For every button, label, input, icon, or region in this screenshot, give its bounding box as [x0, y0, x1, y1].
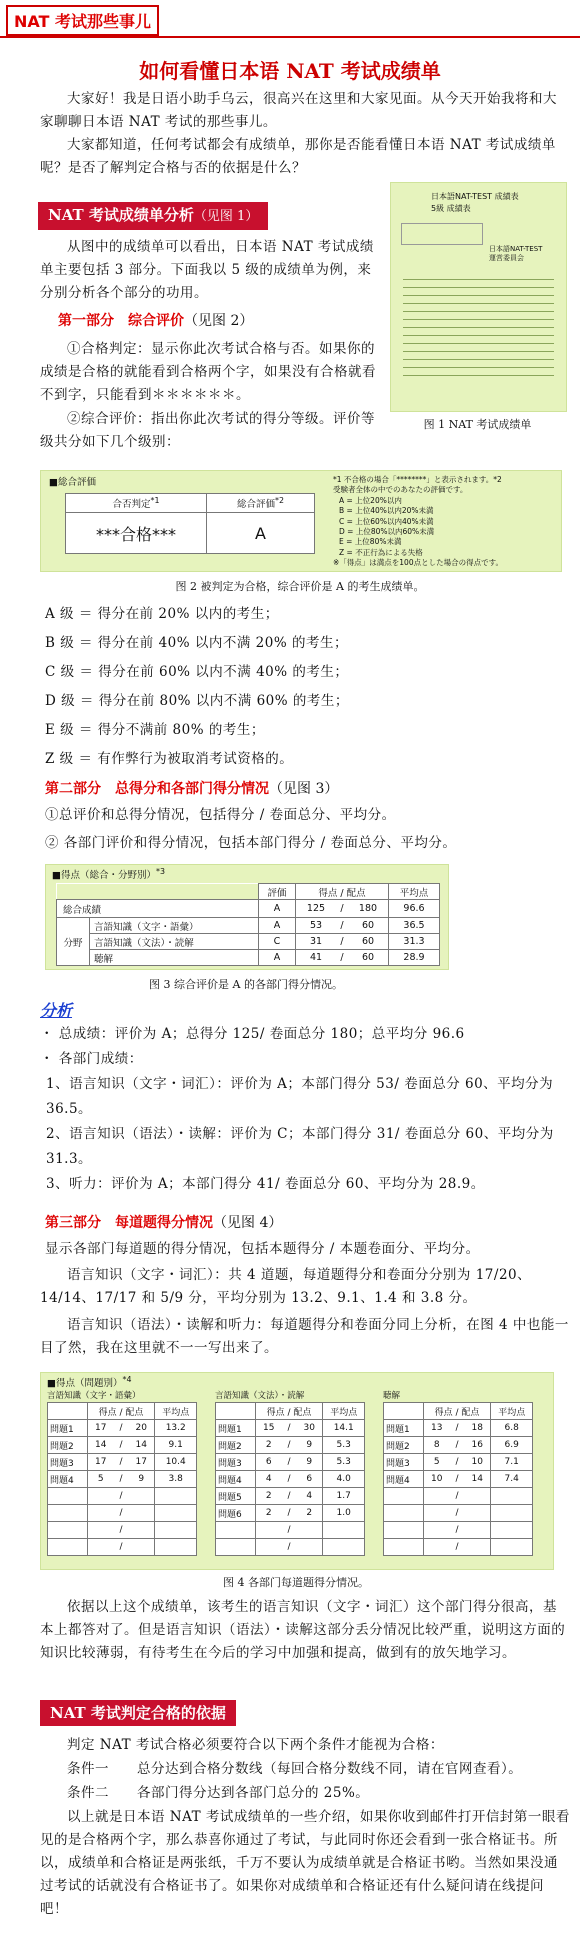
- question-score: /: [282, 1454, 296, 1471]
- part1-item-1: ①合格判定：显示你此次考试合格与否。如果你的成绩是合格的就能看到合格两个字，如果没有合格就看不到字，只能看到＊＊＊＊＊＊。: [40, 341, 376, 403]
- question-label: 問題4: [384, 1471, 424, 1488]
- part1-heading-ref: （见图 2）: [184, 313, 254, 329]
- figure-1-subheading: 5級 成績表: [431, 204, 471, 213]
- empty-cell: /: [450, 1488, 464, 1505]
- intro-paragraph-1: 大家好！我是日语小助手乌云，很高兴在这里和大家见面。从今天开始我将和大家聊聊日本语 NAT 考试的那些事儿。: [40, 91, 557, 130]
- empty-cell: [323, 1539, 365, 1556]
- figure-2-overall-evaluation: [40, 470, 562, 572]
- table-row: [384, 1420, 533, 1437]
- part3-heading-ref: （见图 4）: [213, 1215, 283, 1231]
- figure-2-col-result: 合否判定$^{*1}$: [66, 494, 207, 513]
- question-score: 20: [128, 1420, 155, 1437]
- question-score: /: [114, 1471, 128, 1488]
- figure-4-table: [215, 1402, 365, 1556]
- question-score: 14: [464, 1471, 491, 1488]
- figure-3-caption: 图 3 综合评价是 A 的各部门得分情况。: [149, 978, 343, 991]
- empty-cell: /: [450, 1505, 464, 1522]
- figure-2-table: [65, 493, 315, 554]
- grade-z: Z 级 ＝ 有作弊行为被取消考试资格的。: [45, 751, 294, 767]
- analysis-line: 1、语言知识（文字・词汇）：评价为 A；本部门得分 53/ 卷面总分 60、平均分为 36.5。: [46, 1076, 554, 1117]
- figure-3-header-grade: 評価: [259, 884, 296, 900]
- question-label: 問題3: [48, 1454, 88, 1471]
- part1-heading: [58, 310, 253, 330]
- part3-paragraph-2: 语言知识（文字・词汇）：共 4 道题，每道题得分和卷面分分别为 17/20、14/14、17/17 和 5/9 分，平均分别为 13.2、9.1、1.4 和 3.8 分。: [40, 1267, 532, 1306]
- figure-3-group-label: 分野: [57, 918, 90, 966]
- section2-paragraph-1: 判定 NAT 考试合格必须要符合以下两个条件才能视为合格：: [67, 1737, 444, 1753]
- part3-paragraph-4: 依据以上这个成绩单，该考生的语言知识（文字・词汇）这个部门得分很高，基本上都答对了。但是语言知识（语法）・读解这部分丢分情况比较严重，说明这方面的知识比较薄弱，有待考生在今后的学习中加强和提高，做到有的放矢地学习。: [40, 1599, 566, 1661]
- question-score: 9: [128, 1471, 155, 1488]
- question-score: 17: [128, 1454, 155, 1471]
- empty-cell: [255, 1539, 282, 1556]
- section-banner-analysis-ref: （见图 1）: [193, 209, 259, 224]
- empty-cell: [155, 1522, 197, 1539]
- figure-3-row-label: 言語知識（文字・語彙）: [90, 918, 259, 934]
- table-row: [48, 1505, 197, 1522]
- page-title: 如何看懂日本语 NAT 考试成绩单: [139, 59, 441, 83]
- figure-4-caption: 图 4 各部门每道题得分情况。: [223, 1576, 369, 1589]
- empty-cell: [128, 1488, 155, 1505]
- table-row: [216, 1522, 365, 1539]
- figure-3-total-label: 総合成績: [57, 900, 259, 918]
- question-score: /: [114, 1454, 128, 1471]
- analysis-list: [40, 1022, 565, 1197]
- figure-4-title: ■得点（問題別）$^{*4}$: [47, 1375, 132, 1390]
- empty-cell: [216, 1522, 256, 1539]
- figure-3-header-avg: 平均点: [389, 884, 440, 900]
- question-score: 30: [296, 1420, 323, 1437]
- question-score: 2: [296, 1505, 323, 1522]
- question-score: /: [114, 1420, 128, 1437]
- figure-3-total-score: 125: [296, 900, 337, 918]
- empty-cell: [491, 1505, 533, 1522]
- empty-cell: [128, 1539, 155, 1556]
- figure-2-grade: A: [207, 513, 315, 554]
- table-row: [384, 1471, 533, 1488]
- empty-cell: [296, 1539, 323, 1556]
- question-score: 2: [255, 1505, 282, 1522]
- analysis-heading: 分析: [40, 1001, 73, 1020]
- question-score: 4: [296, 1488, 323, 1505]
- empty-cell: [155, 1539, 197, 1556]
- question-label: 問題1: [216, 1420, 256, 1437]
- part2-heading-ref: （见图 3）: [269, 781, 339, 797]
- empty-cell: [491, 1488, 533, 1505]
- table-row: [48, 1471, 197, 1488]
- table-row: [48, 1539, 197, 1556]
- empty-cell: [491, 1522, 533, 1539]
- empty-cell: [296, 1522, 323, 1539]
- section2-condition-2: 条件二 各部门得分达到各部门总分的 25%。: [67, 1785, 370, 1801]
- figure-1-score-sheet: [390, 182, 567, 412]
- figure-3-total-avg: 96.6: [389, 900, 440, 918]
- empty-cell: [423, 1505, 450, 1522]
- empty-cell: [464, 1522, 491, 1539]
- question-label: 問題3: [384, 1454, 424, 1471]
- question-avg: 9.1: [155, 1437, 197, 1454]
- question-label: 問題2: [48, 1437, 88, 1454]
- part3-heading: [45, 1212, 282, 1232]
- part3-paragraph-3: 语言知识（语法）・读解和听力：每道题得分和卷面分同上分析，在图 4 中也能一目了然，我在这里就不一一写出来了。: [40, 1317, 569, 1356]
- table-row: [216, 1471, 365, 1488]
- empty-cell: [423, 1488, 450, 1505]
- question-score: /: [282, 1488, 296, 1505]
- empty-cell: /: [114, 1522, 128, 1539]
- question-avg: 5.3: [323, 1454, 365, 1471]
- question-avg: 3.8: [155, 1471, 197, 1488]
- figure-4-header-score: 得点 / 配点: [423, 1403, 491, 1420]
- figure-4-table: [383, 1402, 533, 1556]
- empty-cell: /: [282, 1522, 296, 1539]
- question-label: 問題5: [216, 1488, 256, 1505]
- grade-d: D 级 ＝ 得分在前 80% 以内不满 60% 的考生；: [45, 693, 349, 709]
- figure-4-header-score: 得点 / 配点: [87, 1403, 155, 1420]
- question-score: 5: [87, 1471, 114, 1488]
- figure-4-group: [383, 1389, 533, 1556]
- section-banner-pass-criteria: NAT 考试判定合格的依据: [40, 1700, 236, 1726]
- question-score: /: [282, 1437, 296, 1454]
- empty-cell: [464, 1505, 491, 1522]
- empty-cell: [464, 1488, 491, 1505]
- section-banner-analysis: [38, 202, 268, 230]
- question-score: 5: [423, 1454, 450, 1471]
- question-score: 9: [296, 1437, 323, 1454]
- question-label: 問題4: [48, 1471, 88, 1488]
- figure-1-box: [401, 223, 483, 245]
- question-score: 18: [464, 1420, 491, 1437]
- figure-2-col-grade: 総合評価$^{*2}$: [207, 494, 315, 513]
- question-label: 問題2: [384, 1437, 424, 1454]
- empty-cell: /: [114, 1539, 128, 1556]
- question-avg: 1.0: [323, 1505, 365, 1522]
- empty-cell: [48, 1522, 88, 1539]
- analysis-line: ・ 总成绩：评价为 A；总得分 125/ 卷面总分 180；总平均分 96.6: [40, 1026, 465, 1042]
- empty-cell: [87, 1522, 114, 1539]
- table-row: [216, 1420, 365, 1437]
- empty-cell: /: [114, 1505, 128, 1522]
- question-score: 10: [464, 1454, 491, 1471]
- empty-cell: [48, 1488, 88, 1505]
- grade-a: A 级 ＝ 得分在前 20% 以内的考生；: [45, 606, 279, 622]
- empty-cell: [384, 1488, 424, 1505]
- empty-cell: [384, 1505, 424, 1522]
- empty-cell: [87, 1488, 114, 1505]
- part3-heading-title: 第三部分 每道题得分情况: [45, 1215, 213, 1231]
- table-row: [48, 1454, 197, 1471]
- empty-cell: [464, 1539, 491, 1556]
- figure-1-side-text: 日本語NAT-TEST運営委員会: [489, 245, 543, 262]
- question-score: 10: [423, 1471, 450, 1488]
- empty-cell: [384, 1539, 424, 1556]
- question-score: 17: [87, 1454, 114, 1471]
- question-score: /: [450, 1454, 464, 1471]
- question-avg: 6.8: [491, 1420, 533, 1437]
- empty-cell: [128, 1505, 155, 1522]
- figure-3-row-label: 言語知識（文法）・読解: [90, 934, 259, 950]
- grade-b: B 级 ＝ 得分在前 40% 以内不满 20% 的考生；: [45, 635, 348, 651]
- figure-2-notes: *1 不合格の場合「********」と表示されます。*2 受験者全体の中でのあなたの評価です。 A = 上位20%以内 B = 上位40%以内20%未満 C = 上位60%以内40%未満 D = 上位80%以内60%未満 E = 上位80%未満 Z = 不正行為による失格 ※「得点」は満点を100点とした場合の得点です。: [333, 475, 503, 568]
- table-row: [384, 1522, 533, 1539]
- question-score: /: [450, 1437, 464, 1454]
- figure-4-group: [47, 1389, 197, 1556]
- question-avg: 13.2: [155, 1420, 197, 1437]
- analysis-line: ・ 各部门成绩：: [40, 1051, 143, 1067]
- grade-c: C 级 ＝ 得分在前 60% 以内不满 40% 的考生；: [45, 664, 349, 680]
- question-score: 2: [255, 1437, 282, 1454]
- question-score: 6: [255, 1454, 282, 1471]
- question-score: 13: [423, 1420, 450, 1437]
- figure-3-score-summary: [45, 864, 449, 970]
- figure-1-caption: 图 1 NAT 考试成绩单: [423, 418, 532, 431]
- question-score: /: [282, 1505, 296, 1522]
- table-row: [216, 1488, 365, 1505]
- empty-cell: [128, 1522, 155, 1539]
- section-banner-analysis-title: NAT 考试成绩单分析: [48, 206, 194, 224]
- question-avg: 14.1: [323, 1420, 365, 1437]
- figure-4-table: [47, 1402, 197, 1556]
- question-label: 問題4: [216, 1471, 256, 1488]
- question-label: 問題1: [48, 1420, 88, 1437]
- table-row: [216, 1437, 365, 1454]
- question-label: 問題1: [384, 1420, 424, 1437]
- question-score: /: [282, 1420, 296, 1437]
- table-row: [216, 1505, 365, 1522]
- part2-item-2: ② 各部门评价和得分情况，包括本部门得分 / 卷面总分、平均分。: [45, 835, 457, 851]
- table-row: [384, 1539, 533, 1556]
- figure-4-group-name: 言語知識（文法）・読解: [215, 1391, 305, 1401]
- question-score: 17: [87, 1420, 114, 1437]
- figure-3-row-label: 聴解: [90, 950, 259, 966]
- part2-heading: [45, 778, 338, 798]
- empty-cell: [48, 1505, 88, 1522]
- figure-2-caption: 图 2 被判定为合格，综合评价是 A 的考生成绩单。: [175, 580, 425, 593]
- empty-cell: /: [114, 1488, 128, 1505]
- question-avg: 7.4: [491, 1471, 533, 1488]
- question-score: /: [114, 1437, 128, 1454]
- table-row: [48, 1437, 197, 1454]
- question-score: 8: [423, 1437, 450, 1454]
- table-row: [384, 1437, 533, 1454]
- empty-cell: [423, 1539, 450, 1556]
- question-label: 問題2: [216, 1437, 256, 1454]
- figure-1-heading: 日本語NAT-TEST 成績表: [431, 192, 519, 201]
- question-score: /: [450, 1420, 464, 1437]
- figure-3-header-score: 得点 / 配点: [296, 884, 389, 900]
- question-score: 14: [87, 1437, 114, 1454]
- figure-3-title: ■得点（総合・分野別）$^{*3}$: [52, 867, 165, 882]
- table-row: [48, 1488, 197, 1505]
- empty-cell: [323, 1522, 365, 1539]
- question-score: /: [282, 1471, 296, 1488]
- question-score: 15: [255, 1420, 282, 1437]
- part2-heading-title: 第二部分 总得分和各部门得分情况: [45, 781, 269, 797]
- question-score: 6: [296, 1471, 323, 1488]
- empty-cell: [87, 1505, 114, 1522]
- figure-1-rows: [403, 279, 554, 383]
- empty-cell: [255, 1522, 282, 1539]
- question-avg: 10.4: [155, 1454, 197, 1471]
- figure-3-table: 評価 得点 / 配点 平均点 総合成績 A 125 / 180 96.6 分野 言語知識（文字・語彙） A 53 / 60 36.5 言語知識（文法）・読解 C 31 / 60 31.3 聴解 A 41 / 60 28.9: [56, 883, 440, 966]
- grade-e: E 级 ＝ 得分不满前 80% 的考生；: [45, 722, 265, 738]
- table-row: [384, 1488, 533, 1505]
- section2-condition-1: 条件一 总分达到合格分数线（每回合格分数线不同，请在官网查看）。: [67, 1761, 523, 1777]
- table-row: [384, 1454, 533, 1471]
- question-avg: 1.7: [323, 1488, 365, 1505]
- figure-4-group-name: 言語知識（文字・語彙）: [47, 1391, 141, 1401]
- empty-cell: [423, 1522, 450, 1539]
- figure-4-group-name: 聴解: [383, 1391, 401, 1401]
- figure-2-result: ***合格***: [66, 513, 207, 554]
- figure-4-header-avg: 平均点: [491, 1403, 533, 1420]
- figure-4-header-score: 得点 / 配点: [255, 1403, 323, 1420]
- analysis-line: 2、语言知识（语法）・读解：评价为 C；本部门得分 31/ 卷面总分 60、平均分为 31.3。: [46, 1126, 554, 1167]
- empty-cell: [155, 1505, 197, 1522]
- empty-cell: [48, 1539, 88, 1556]
- table-row: [216, 1454, 365, 1471]
- section1-paragraph: 从图中的成绩单可以看出，日本语 NAT 考试成绩单主要包括 3 部分。下面我以 5 级的成绩单为例，来分别分析各个部分的功用。: [40, 239, 374, 301]
- table-row: [48, 1522, 197, 1539]
- figure-4-header-avg: 平均点: [155, 1403, 197, 1420]
- part2-item-1: ①总评价和总得分情况，包括得分 / 卷面总分、平均分。: [45, 807, 396, 823]
- empty-cell: /: [282, 1539, 296, 1556]
- question-avg: 7.1: [491, 1454, 533, 1471]
- question-avg: 4.0: [323, 1471, 365, 1488]
- question-label: 問題3: [216, 1454, 256, 1471]
- empty-cell: [216, 1539, 256, 1556]
- empty-cell: /: [450, 1539, 464, 1556]
- table-row: [384, 1505, 533, 1522]
- header-tag: NAT 考试那些事儿: [6, 5, 159, 36]
- part1-item-2: ②综合评价：指出你此次考试的得分等级。评价等级共分如下几个级别：: [40, 411, 375, 450]
- question-avg: 6.9: [491, 1437, 533, 1454]
- header-divider: [0, 36, 580, 38]
- section2-paragraph-2: 以上就是日本语 NAT 考试成绩单的一些介绍，如果你收到邮件打开信封第一眼看见的是合格两个字，那么恭喜你通过了考试，与此同时你还会看到一张合格证书。所以，成绩单和合格证是两张纸，千万不要认为成绩单就是合格证书哟。当然如果没通过考试的话就没有合格证书了。如果你对成绩单和合格证还有什么疑问请在线提问吧！: [40, 1809, 570, 1917]
- empty-cell: /: [450, 1522, 464, 1539]
- empty-cell: [384, 1522, 424, 1539]
- figure-4-header-avg: 平均点: [323, 1403, 365, 1420]
- figure-2-title: ■総合評価: [49, 477, 96, 488]
- table-row: [48, 1420, 197, 1437]
- question-score: 2: [255, 1488, 282, 1505]
- empty-cell: [87, 1539, 114, 1556]
- figure-4-question-scores: [40, 1372, 554, 1570]
- question-label: 問題6: [216, 1505, 256, 1522]
- analysis-line: 3、听力：评价为 A；本部门得分 41/ 卷面总分 60、平均分为 28.9。: [46, 1176, 485, 1192]
- part3-paragraph-1: 显示各部门每道题的得分情况，包括本题得分 / 本题卷面分、平均分。: [45, 1241, 480, 1257]
- question-score: 14: [128, 1437, 155, 1454]
- table-row: [216, 1539, 365, 1556]
- intro-paragraph-2: 大家都知道，任何考试都会有成绩单，那你是否能看懂日本语 NAT 考试成绩单呢？是否了解判定合格与否的依据是什么？: [40, 137, 556, 176]
- question-score: 16: [464, 1437, 491, 1454]
- figure-3-total-grade: A: [259, 900, 296, 918]
- question-score: 9: [296, 1454, 323, 1471]
- figure-3-total-max: 180: [348, 900, 389, 918]
- question-avg: 5.3: [323, 1437, 365, 1454]
- empty-cell: [155, 1488, 197, 1505]
- empty-cell: [491, 1539, 533, 1556]
- part1-heading-title: 第一部分 综合评价: [58, 313, 184, 329]
- figure-4-group: [215, 1389, 365, 1556]
- question-score: 4: [255, 1471, 282, 1488]
- question-score: /: [450, 1471, 464, 1488]
- grade-list: [45, 600, 565, 774]
